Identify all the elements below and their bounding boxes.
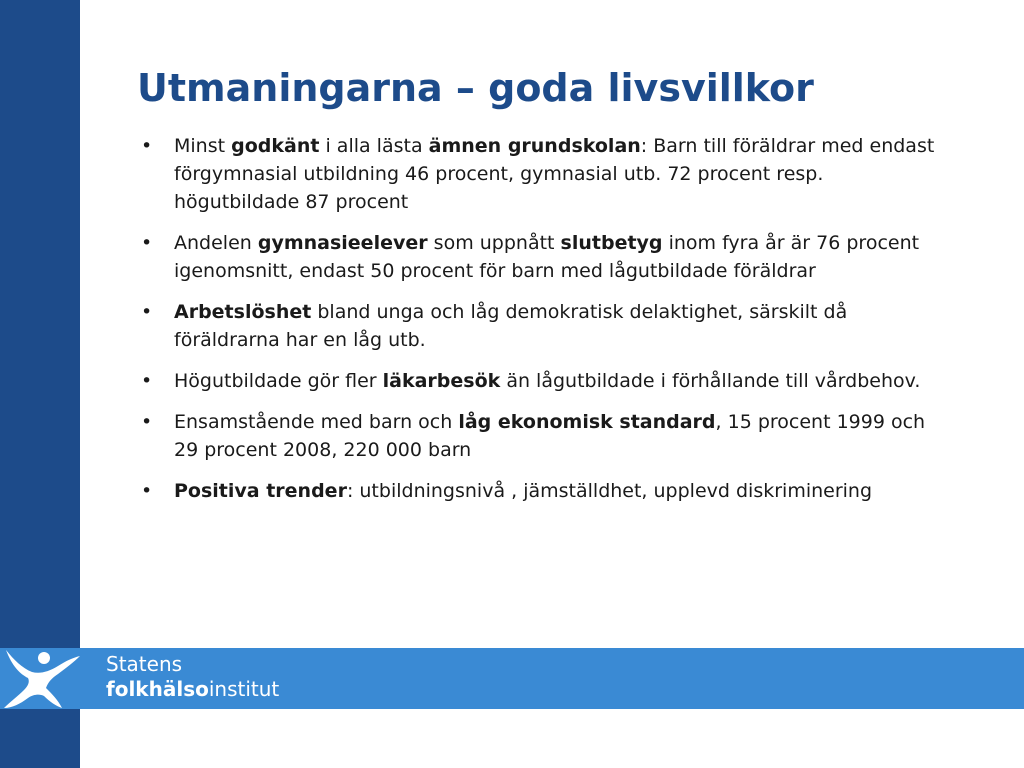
- bullet-emphasis: Arbetslöshet: [174, 301, 312, 323]
- bullet-text: Andelen: [174, 232, 258, 254]
- bullet-emphasis: läkarbesök: [382, 370, 501, 392]
- bullet-text: Ensamstående med barn och: [174, 411, 459, 433]
- bullet-text: än lågutbildade i förhållande till vårdbehov.: [500, 370, 921, 392]
- logo-line-1: Statens: [106, 652, 183, 676]
- bullet-marker: •: [141, 232, 153, 254]
- bullet-item: [141, 408, 941, 464]
- bullet-list: [141, 132, 941, 518]
- bullet-marker: •: [141, 480, 153, 502]
- bullet-text: : utbildningsnivå , jämställdhet, upplevd diskriminering: [346, 480, 873, 502]
- bullet-marker: •: [141, 135, 153, 157]
- bullet-emphasis: Positiva trender: [174, 480, 347, 502]
- bullet-item: [141, 367, 941, 395]
- logo-regular-part: institut: [208, 677, 280, 701]
- bullet-text: Minst: [174, 135, 232, 157]
- bullet-text: som uppnått: [427, 232, 561, 254]
- bullet-item: [141, 298, 941, 354]
- bullet-text: inom fyra år är 76 procent igenomsnitt, endast 50 procent för barn med lågutbildade föräldrar: [174, 232, 920, 282]
- bullet-item: [141, 132, 941, 216]
- bullet-marker: •: [141, 411, 153, 433]
- bullet-emphasis: godkänt: [231, 135, 320, 157]
- jumping-figure-icon: [0, 646, 84, 712]
- bullet-text: bland unga och låg demokratisk delaktighet, särskilt då föräldrarna har en låg utb.: [174, 301, 848, 351]
- bullet-emphasis: slutbetyg: [560, 232, 663, 254]
- bullet-text: i alla lästa: [319, 135, 429, 157]
- bullet-text: Högutbildade gör fler: [174, 370, 383, 392]
- logo: [106, 652, 279, 702]
- bullet-emphasis: låg ekonomisk standard: [458, 411, 716, 433]
- logo-line-2: [106, 676, 279, 702]
- bullet-marker: •: [141, 370, 153, 392]
- bullet-emphasis: gymnasieelever: [257, 232, 428, 254]
- bullet-text: , 15 procent 1999 och 29 procent 2008, 220 000 barn: [174, 411, 926, 461]
- bullet-item: [141, 229, 941, 285]
- bullet-item: [141, 477, 941, 505]
- slide-title: Utmaningarna – goda livsvillkor: [137, 66, 814, 110]
- bullet-marker: •: [141, 301, 153, 323]
- logo-bold-part: folkhälso: [106, 677, 209, 701]
- bullet-text: : Barn till föräldrar med endast förgymnasial utbildning 46 procent, gymnasial utb. 72 procent resp. högutbildade 87 procent: [174, 135, 935, 213]
- bullet-emphasis: ämnen grundskolan: [428, 135, 641, 157]
